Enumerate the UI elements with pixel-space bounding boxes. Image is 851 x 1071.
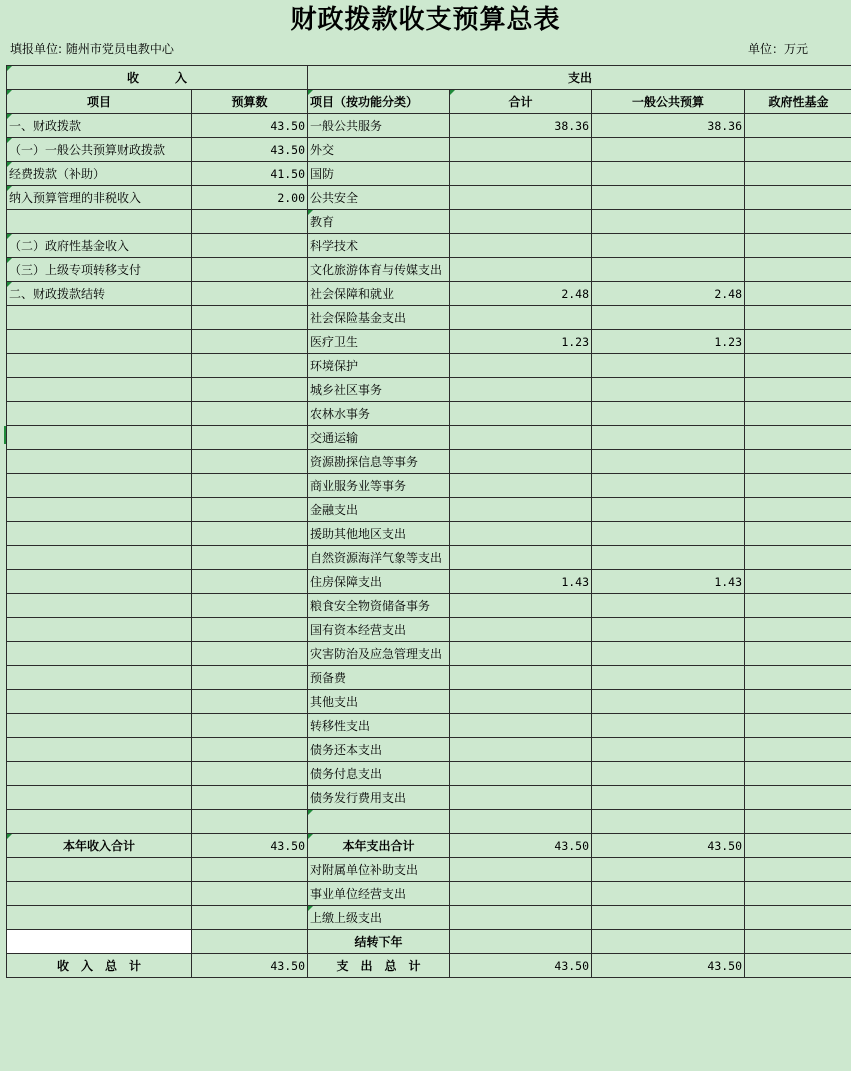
income-value-cell[interactable]: 2.00	[192, 186, 308, 210]
expense-item-cell[interactable]: 城乡社区事务	[308, 378, 450, 402]
expense-total-cell[interactable]: 1.43	[450, 570, 592, 594]
sub-row-1	[7, 858, 851, 882]
table-row	[7, 522, 851, 546]
col-total[interactable]: 合计	[450, 90, 592, 114]
cell[interactable]	[7, 858, 192, 882]
income-value-cell[interactable]	[192, 426, 308, 450]
income-value-cell[interactable]	[192, 402, 308, 426]
expense-total-cell[interactable]	[450, 498, 592, 522]
expense-total-cell[interactable]	[450, 786, 592, 810]
income-value-cell[interactable]	[192, 690, 308, 714]
expense-total-cell[interactable]	[450, 162, 592, 186]
table-row	[7, 354, 851, 378]
selected-cell[interactable]	[7, 930, 192, 954]
expense-year-total[interactable]: 43.50	[450, 834, 592, 858]
expense-general-cell[interactable]	[592, 498, 745, 522]
expense-fund-cell[interactable]	[745, 306, 851, 330]
expense-total-cell[interactable]	[450, 738, 592, 762]
income-value-cell[interactable]	[192, 282, 308, 306]
expense-general-cell[interactable]	[592, 138, 745, 162]
sub-row-3	[7, 906, 851, 930]
expense-total-cell[interactable]	[450, 426, 592, 450]
expense-total-cell[interactable]	[450, 354, 592, 378]
income-value-cell[interactable]	[192, 810, 308, 834]
income-value-cell[interactable]	[192, 666, 308, 690]
income-item-cell[interactable]	[7, 786, 192, 810]
expense-general-cell[interactable]: 2.48	[592, 282, 745, 306]
expense-item-cell[interactable]: 社会保险基金支出	[308, 306, 450, 330]
expense-fund-cell[interactable]	[745, 666, 851, 690]
table-row	[7, 546, 851, 570]
income-total-label[interactable]: 收 入 总 计	[7, 954, 192, 978]
table-row	[7, 426, 851, 450]
income-value-cell[interactable]: 43.50	[192, 138, 308, 162]
table-row	[7, 450, 851, 474]
expense-total-cell[interactable]	[450, 618, 592, 642]
table-row	[7, 498, 851, 522]
col-fund[interactable]: 政府性基金	[745, 90, 851, 114]
expense-item-cell[interactable]: 科学技术	[308, 234, 450, 258]
expense-item-cell[interactable]: 其他支出	[308, 690, 450, 714]
expense-item-cell[interactable]: 粮食安全物资储备事务	[308, 594, 450, 618]
currency-unit: 单位：万元	[748, 42, 809, 56]
expense-total-cell[interactable]	[450, 474, 592, 498]
income-item-cell[interactable]	[7, 378, 192, 402]
expense-fund-cell[interactable]	[745, 378, 851, 402]
income-item-cell[interactable]	[7, 474, 192, 498]
income-year-label[interactable]: 本年收入合计	[7, 834, 192, 858]
cell[interactable]	[592, 930, 745, 954]
expense-item-cell[interactable]: 公共安全	[308, 186, 450, 210]
expense-general-cell[interactable]	[592, 546, 745, 570]
expense-total-cell[interactable]	[450, 210, 592, 234]
income-item-cell[interactable]	[7, 618, 192, 642]
income-value-cell[interactable]	[192, 570, 308, 594]
expense-item-cell[interactable]: 医疗卫生	[308, 330, 450, 354]
table-row	[7, 594, 851, 618]
expense-fund-cell[interactable]	[745, 162, 851, 186]
expense-item-cell[interactable]: 债务付息支出	[308, 762, 450, 786]
table-row	[7, 642, 851, 666]
expense-fund-cell[interactable]	[745, 234, 851, 258]
expense-fund-cell[interactable]	[745, 186, 851, 210]
expense-item-cell[interactable]: 环境保护	[308, 354, 450, 378]
income-header[interactable]: 收 入	[7, 66, 308, 90]
expense-general-cell[interactable]: 1.43	[592, 570, 745, 594]
expense-item-cell[interactable]: 交通运输	[308, 426, 450, 450]
table-row	[7, 306, 851, 330]
income-value-cell[interactable]: 41.50	[192, 162, 308, 186]
cell[interactable]	[450, 906, 592, 930]
expense-general-cell[interactable]	[592, 234, 745, 258]
cell[interactable]	[7, 906, 192, 930]
expense-general-cell[interactable]	[592, 666, 745, 690]
income-item-cell[interactable]	[7, 642, 192, 666]
expense-total-cell[interactable]: 2.48	[450, 282, 592, 306]
income-item-cell[interactable]	[7, 666, 192, 690]
col-budget[interactable]: 预算数	[192, 90, 308, 114]
expense-total-cell[interactable]	[450, 594, 592, 618]
expense-general-cell[interactable]	[592, 306, 745, 330]
expense-item-cell[interactable]: 一般公共服务	[308, 114, 450, 138]
expense-total-cell[interactable]	[450, 642, 592, 666]
cell[interactable]	[192, 906, 308, 930]
income-item-cell[interactable]	[7, 450, 192, 474]
table-row	[7, 738, 851, 762]
table-row	[7, 762, 851, 786]
cell[interactable]	[450, 858, 592, 882]
expense-general-cell[interactable]	[592, 738, 745, 762]
expense-item-cell[interactable]: 农林水事务	[308, 402, 450, 426]
income-value-cell[interactable]	[192, 474, 308, 498]
expense-general-cell[interactable]: 1.23	[592, 330, 745, 354]
expense-total-cell[interactable]	[450, 810, 592, 834]
income-item-cell[interactable]	[7, 306, 192, 330]
income-item-cell[interactable]	[7, 690, 192, 714]
expense-fund-cell[interactable]	[745, 114, 851, 138]
expense-item-cell[interactable]: 金融支出	[308, 498, 450, 522]
income-value-cell[interactable]	[192, 306, 308, 330]
table-row	[7, 714, 851, 738]
expense-item-cell[interactable]: 文化旅游体育与传媒支出	[308, 258, 450, 282]
income-item-cell[interactable]	[7, 762, 192, 786]
cell[interactable]	[592, 882, 745, 906]
income-item-cell[interactable]	[7, 570, 192, 594]
expense-general-cell[interactable]	[592, 714, 745, 738]
col-item[interactable]: 项目	[7, 90, 192, 114]
expense-item-cell[interactable]: 自然资源海洋气象等支出	[308, 546, 450, 570]
expense-fund-cell[interactable]	[745, 546, 851, 570]
income-item-cell[interactable]	[7, 354, 192, 378]
budget-table	[6, 65, 851, 978]
income-value-cell[interactable]	[192, 498, 308, 522]
expense-fund-cell[interactable]	[745, 210, 851, 234]
income-value-cell[interactable]	[192, 210, 308, 234]
carry-label[interactable]: 结转下年	[308, 930, 450, 954]
table-row	[7, 618, 851, 642]
expense-total-general[interactable]: 43.50	[592, 954, 745, 978]
income-value-cell[interactable]	[192, 738, 308, 762]
table-row	[7, 402, 851, 426]
expense-total-cell[interactable]	[450, 378, 592, 402]
table-row	[7, 114, 851, 138]
expense-item-cell[interactable]: 国防	[308, 162, 450, 186]
expense-item-cell[interactable]: 债务还本支出	[308, 738, 450, 762]
expense-general-cell[interactable]	[592, 162, 745, 186]
sub-label-2[interactable]: 事业单位经营支出	[308, 882, 450, 906]
col-general[interactable]: 一般公共预算	[592, 90, 745, 114]
income-value-cell[interactable]: 43.50	[192, 114, 308, 138]
table-row	[7, 210, 851, 234]
cell[interactable]	[192, 858, 308, 882]
expense-total-cell[interactable]	[450, 450, 592, 474]
table-row	[7, 282, 851, 306]
cell[interactable]	[192, 930, 308, 954]
expense-total-cell[interactable]	[450, 234, 592, 258]
expense-total-cell[interactable]	[450, 666, 592, 690]
expense-item-cell[interactable]: 住房保障支出	[308, 570, 450, 594]
income-item-cell[interactable]: 一、财政拨款	[7, 114, 192, 138]
expense-general-cell[interactable]	[592, 426, 745, 450]
table-row	[7, 330, 851, 354]
expense-general-cell[interactable]	[592, 786, 745, 810]
expense-fund-cell[interactable]	[745, 498, 851, 522]
expense-fund-cell[interactable]	[745, 762, 851, 786]
expense-fund-cell[interactable]	[745, 282, 851, 306]
expense-header[interactable]: 支出	[308, 66, 851, 90]
income-item-cell[interactable]	[7, 546, 192, 570]
col-func[interactable]: 项目（按功能分类）	[308, 90, 450, 114]
expense-general-cell[interactable]	[592, 810, 745, 834]
table-row	[7, 234, 851, 258]
table-row	[7, 258, 851, 282]
income-item-cell[interactable]	[7, 210, 192, 234]
expense-general-cell[interactable]: 38.36	[592, 114, 745, 138]
header-row-1	[7, 66, 851, 90]
table-row	[7, 138, 851, 162]
cell[interactable]	[450, 882, 592, 906]
income-value-cell[interactable]	[192, 258, 308, 282]
expense-general-cell[interactable]	[592, 378, 745, 402]
income-value-cell[interactable]	[192, 762, 308, 786]
income-value-cell[interactable]	[192, 354, 308, 378]
income-item-cell[interactable]	[7, 522, 192, 546]
cell[interactable]	[745, 882, 851, 906]
cell[interactable]	[192, 882, 308, 906]
expense-year-general[interactable]: 43.50	[592, 834, 745, 858]
expense-item-cell[interactable]: 预备费	[308, 666, 450, 690]
expense-fund-cell[interactable]	[745, 258, 851, 282]
table-row	[7, 786, 851, 810]
income-year-total-row	[7, 834, 851, 858]
table-row	[7, 666, 851, 690]
expense-total-cell[interactable]	[450, 546, 592, 570]
expense-fund-cell[interactable]	[745, 786, 851, 810]
income-value-cell[interactable]	[192, 714, 308, 738]
expense-total-cell[interactable]	[450, 690, 592, 714]
expense-item-cell[interactable]: 转移性支出	[308, 714, 450, 738]
income-value-cell[interactable]	[192, 450, 308, 474]
cell[interactable]	[7, 882, 192, 906]
expense-item-cell[interactable]: 灾害防治及应急管理支出	[308, 642, 450, 666]
income-value-cell[interactable]	[192, 594, 308, 618]
expense-total-total[interactable]: 43.50	[450, 954, 592, 978]
income-item-cell[interactable]	[7, 738, 192, 762]
income-item-cell[interactable]	[7, 402, 192, 426]
table-row	[7, 474, 851, 498]
expense-fund-cell[interactable]	[745, 618, 851, 642]
income-value-cell[interactable]	[192, 378, 308, 402]
income-item-cell[interactable]: （二）政府性基金收入	[7, 234, 192, 258]
cell[interactable]	[745, 858, 851, 882]
expense-general-cell[interactable]	[592, 450, 745, 474]
expense-general-cell[interactable]	[592, 642, 745, 666]
expense-item-cell[interactable]	[308, 810, 450, 834]
income-value-cell[interactable]	[192, 234, 308, 258]
expense-fund-cell[interactable]	[745, 594, 851, 618]
sub-label-1[interactable]: 对附属单位补助支出	[308, 858, 450, 882]
expense-total-label[interactable]: 支 出 总 计	[308, 954, 450, 978]
expense-fund-cell[interactable]	[745, 738, 851, 762]
expense-item-cell[interactable]: 外交	[308, 138, 450, 162]
expense-fund-cell[interactable]	[745, 810, 851, 834]
expense-total-cell[interactable]	[450, 138, 592, 162]
expense-total-cell[interactable]	[450, 306, 592, 330]
table-row	[7, 186, 851, 210]
income-item-cell[interactable]	[7, 714, 192, 738]
income-value-cell[interactable]	[192, 546, 308, 570]
expense-item-cell[interactable]: 商业服务业等事务	[308, 474, 450, 498]
expense-general-cell[interactable]	[592, 402, 745, 426]
page-title: 财政拨款收支预算总表	[290, 5, 561, 35]
expense-general-cell[interactable]	[592, 354, 745, 378]
expense-fund-cell[interactable]	[745, 690, 851, 714]
table-row	[7, 162, 851, 186]
table-row	[7, 378, 851, 402]
expense-year-label[interactable]: 本年支出合计	[308, 834, 450, 858]
cell[interactable]	[592, 858, 745, 882]
income-item-cell[interactable]	[7, 426, 192, 450]
expense-item-cell[interactable]: 社会保障和就业	[308, 282, 450, 306]
cell[interactable]	[592, 906, 745, 930]
income-item-cell[interactable]: 经费拨款（补助）	[7, 162, 192, 186]
expense-fund-cell[interactable]	[745, 138, 851, 162]
income-total-value[interactable]: 43.50	[192, 954, 308, 978]
expense-fund-cell[interactable]	[745, 402, 851, 426]
carry-row	[7, 930, 851, 954]
income-value-cell[interactable]	[192, 522, 308, 546]
expense-general-cell[interactable]	[592, 474, 745, 498]
reporting-unit: 填报单位: 随州市党员电教中心	[10, 42, 174, 56]
table-row	[7, 570, 851, 594]
expense-fund-cell[interactable]	[745, 474, 851, 498]
income-item-cell[interactable]: （一）一般公共预算财政拨款	[7, 138, 192, 162]
income-item-cell[interactable]	[7, 330, 192, 354]
expense-item-cell[interactable]: 国有资本经营支出	[308, 618, 450, 642]
expense-general-cell[interactable]	[592, 690, 745, 714]
income-year-value[interactable]: 43.50	[192, 834, 308, 858]
cell[interactable]	[745, 906, 851, 930]
expense-total-cell[interactable]	[450, 186, 592, 210]
expense-total-cell[interactable]	[450, 714, 592, 738]
grand-total-row	[7, 954, 851, 978]
expense-general-cell[interactable]	[592, 618, 745, 642]
expense-general-cell[interactable]	[592, 186, 745, 210]
income-item-cell[interactable]	[7, 594, 192, 618]
expense-fund-cell[interactable]	[745, 354, 851, 378]
expense-fund-cell[interactable]	[745, 522, 851, 546]
income-value-cell[interactable]	[192, 330, 308, 354]
header-row-2	[7, 90, 851, 114]
expense-general-cell[interactable]	[592, 594, 745, 618]
cell[interactable]	[745, 954, 851, 978]
sub-label-3[interactable]: 上缴上级支出	[308, 906, 450, 930]
expense-total-cell[interactable]	[450, 522, 592, 546]
expense-fund-cell[interactable]	[745, 426, 851, 450]
expense-general-cell[interactable]	[592, 210, 745, 234]
expense-general-cell[interactable]	[592, 522, 745, 546]
expense-total-cell[interactable]: 38.36	[450, 114, 592, 138]
table-row	[7, 690, 851, 714]
income-item-cell[interactable]: （三）上级专项转移支付	[7, 258, 192, 282]
income-item-cell[interactable]	[7, 810, 192, 834]
expense-general-cell[interactable]	[592, 258, 745, 282]
expense-item-cell[interactable]: 教育	[308, 210, 450, 234]
income-value-cell[interactable]	[192, 786, 308, 810]
expense-fund-cell[interactable]	[745, 450, 851, 474]
expense-item-cell[interactable]: 债务发行费用支出	[308, 786, 450, 810]
cell[interactable]	[450, 930, 592, 954]
expense-total-cell[interactable]	[450, 762, 592, 786]
income-item-cell[interactable]: 二、财政拨款结转	[7, 282, 192, 306]
sub-row-2	[7, 882, 851, 906]
income-item-cell[interactable]	[7, 498, 192, 522]
expense-fund-cell[interactable]	[745, 330, 851, 354]
table-row	[7, 810, 851, 834]
expense-total-cell[interactable]	[450, 402, 592, 426]
expense-total-cell[interactable]: 1.23	[450, 330, 592, 354]
income-value-cell[interactable]	[192, 618, 308, 642]
income-value-cell[interactable]	[192, 642, 308, 666]
cell[interactable]	[745, 834, 851, 858]
expense-general-cell[interactable]	[592, 762, 745, 786]
expense-item-cell[interactable]: 援助其他地区支出	[308, 522, 450, 546]
expense-fund-cell[interactable]	[745, 570, 851, 594]
expense-total-cell[interactable]	[450, 258, 592, 282]
cell[interactable]	[745, 930, 851, 954]
expense-item-cell[interactable]: 资源勘探信息等事务	[308, 450, 450, 474]
expense-fund-cell[interactable]	[745, 714, 851, 738]
income-item-cell[interactable]: 纳入预算管理的非税收入	[7, 186, 192, 210]
expense-fund-cell[interactable]	[745, 642, 851, 666]
